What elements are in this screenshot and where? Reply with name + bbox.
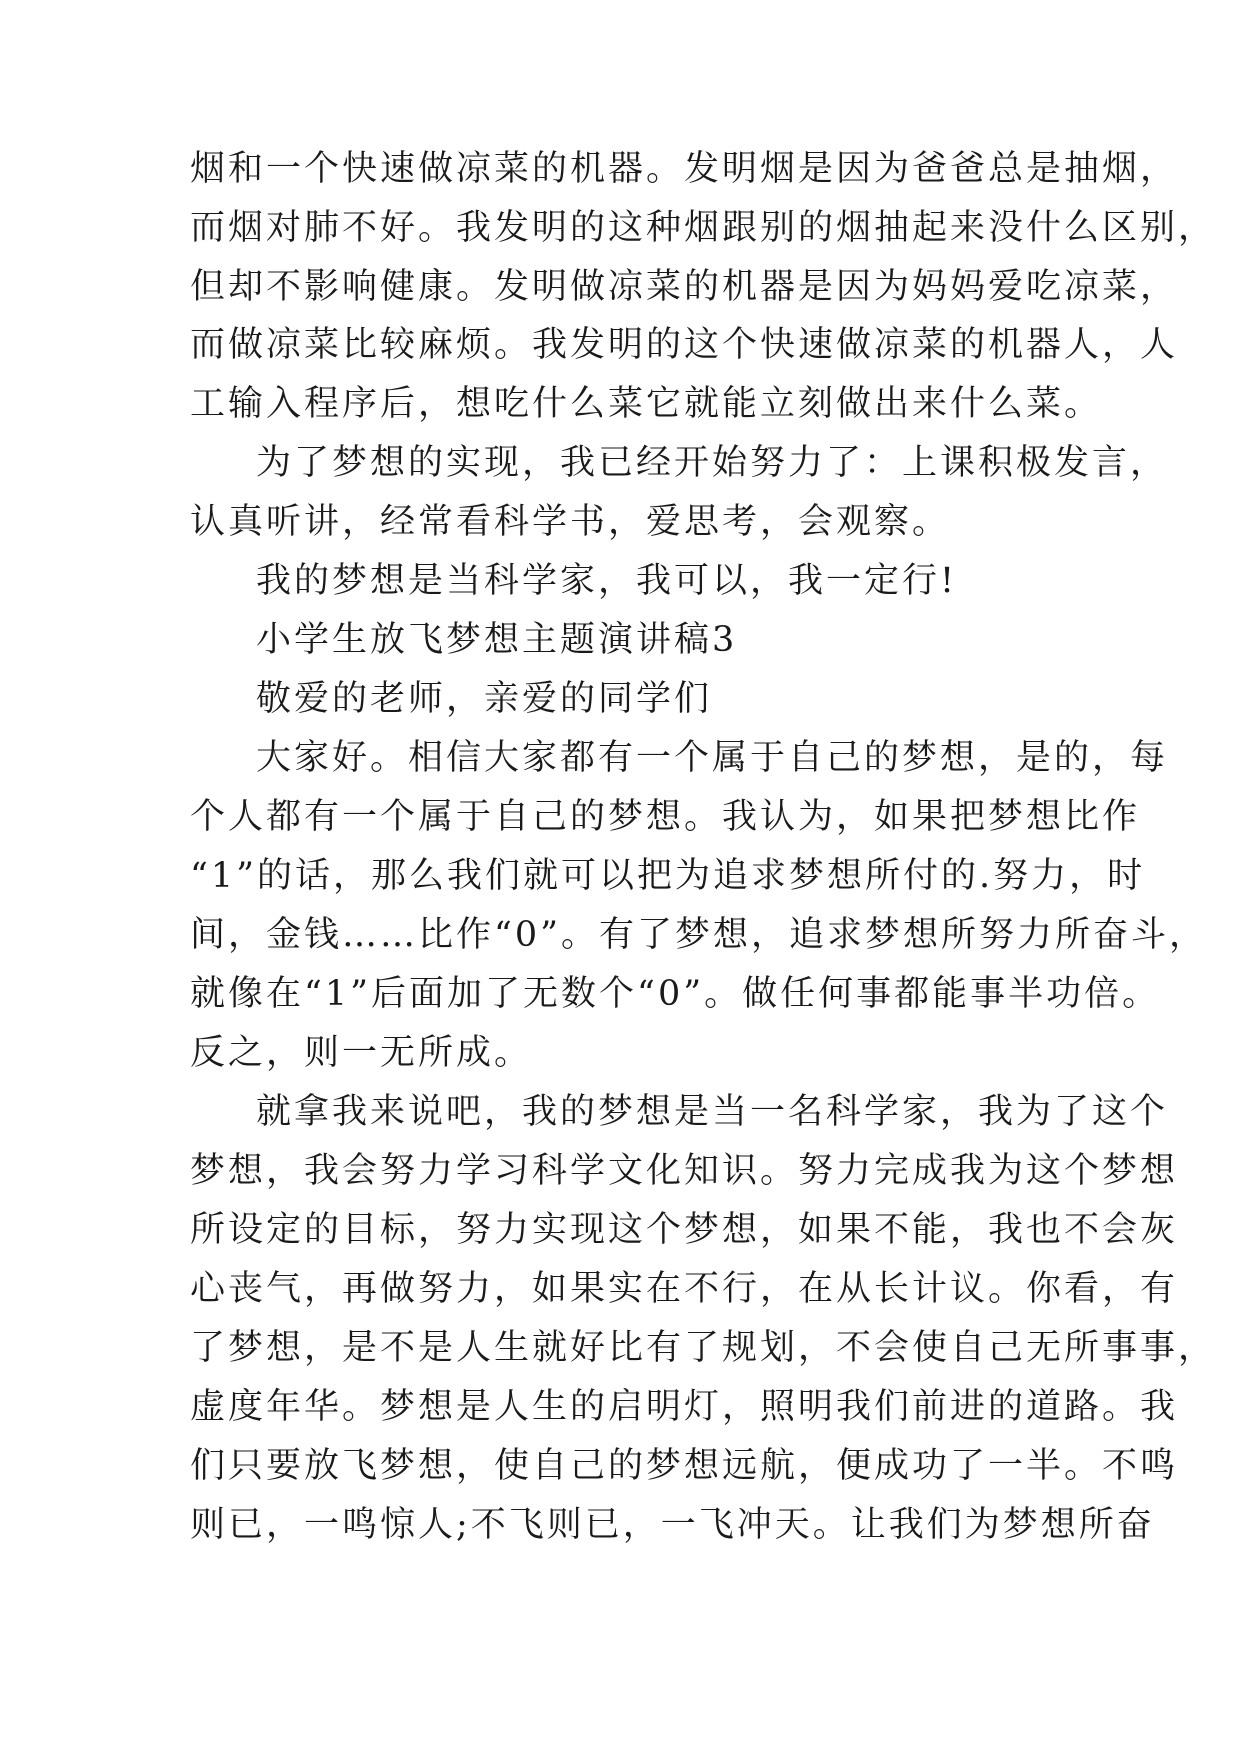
- salutation: 敬爱的老师，亲爱的同学们: [256, 679, 713, 719]
- text-line: 但却不影响健康。发明做凉菜的机器是因为妈妈爱吃凉菜，: [190, 267, 1179, 307]
- text-line: 反之，则一无所成。: [190, 1033, 533, 1073]
- section-heading: 小学生放飞梦想主题演讲稿3: [256, 620, 738, 660]
- text-line: 大家好。相信大家都有一个属于自己的梦想，是的，每: [256, 738, 1169, 778]
- text-line: “1”的话，那么我们就可以把为追求梦想所付的.努力，时: [190, 856, 1146, 896]
- text-line: 了梦想，是不是人生就好比有了规划，不会使自己无所事事，: [190, 1328, 1217, 1368]
- text-line: 为了梦想的实现，我已经开始努力了：上课积极发言，: [256, 443, 1169, 483]
- text-line: 而烟对肺不好。我发明的这种烟跟别的烟抽起来没什么区别，: [190, 208, 1217, 248]
- text-line: 而做凉菜比较麻烦。我发明的这个快速做凉菜的机器人，人: [190, 325, 1179, 365]
- text-line: 就像在“1”后面加了无数个“0”。做任何事都能事半功倍。: [190, 974, 1161, 1014]
- text-line: 我的梦想是当科学家，我可以，我一定行!: [256, 561, 958, 601]
- text-line: 个人都有一个属于自己的梦想。我认为，如果把梦想比作: [190, 797, 1141, 837]
- text-line: 梦想，我会努力学习科学文化知识。努力完成我为这个梦想: [190, 1151, 1179, 1191]
- text-line: 工输入程序后，想吃什么菜它就能立刻做出来什么菜。: [190, 384, 1103, 424]
- text-line: 虚度年华。梦想是人生的启明灯，照明我们前进的道路。我: [190, 1387, 1179, 1427]
- text-line: 则已，一鸣惊人;不飞则已，一飞冲天。让我们为梦想所奋: [190, 1505, 1155, 1545]
- text-line: 认真听讲，经常看科学书，爱思考，会观察。: [190, 502, 951, 542]
- text-line: 就拿我来说吧，我的梦想是当一名科学家，我为了这个: [256, 1092, 1169, 1132]
- text-line: 所设定的目标，努力实现这个梦想，如果不能，我也不会灰: [190, 1210, 1179, 1250]
- text-line: 烟和一个快速做凉菜的机器。发明烟是因为爸爸总是抽烟，: [190, 149, 1179, 189]
- text-line: 心丧气，再做努力，如果实在不行，在从长计议。你看，有: [190, 1269, 1179, 1309]
- text-line: 间，金钱……比作“0”。有了梦想，追求梦想所努力所奋斗，: [190, 915, 1208, 955]
- text-line: 们只要放飞梦想，使自己的梦想远航，便成功了一半。不鸣: [190, 1446, 1179, 1486]
